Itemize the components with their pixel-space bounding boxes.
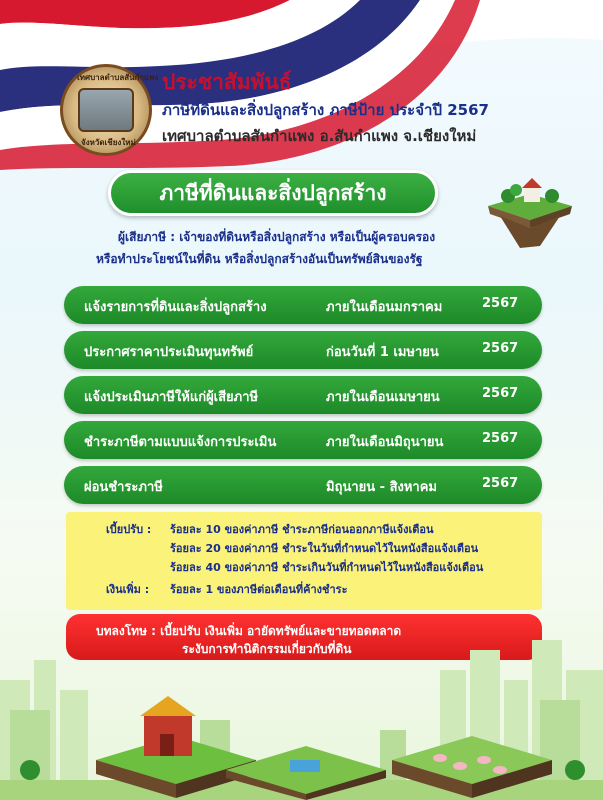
schedule-when: ภายในเดือนเมษายน: [326, 390, 440, 405]
page-title: ประชาสัมพันธ์: [162, 70, 292, 94]
taxpayer-definition-line2: หรือทำประโยชน์ในที่ดิน หรือสิ่งปลูกสร้างอันเป็นทรัพย์สินของรัฐ: [96, 252, 423, 266]
fine-label: เบี้ยปรับ :: [106, 523, 152, 536]
schedule-when: ภายในเดือนมิถุนายน: [326, 435, 444, 450]
seal-text-top: เทศบาลตำบลสันกำแพง: [77, 73, 159, 82]
schedule-task: แจ้งประเมินภาษีให้แก่ผู้เสียภาษี: [84, 390, 259, 405]
schedule-year: 2567: [482, 341, 519, 356]
schedule-when: มิถุนายน - สิงหาคม: [326, 480, 437, 495]
surcharge-text: ร้อยละ 1 ของภาษีต่อเดือนที่ค้างชำระ: [170, 583, 348, 596]
surcharge-label: เงินเพิ่ม :: [106, 583, 150, 596]
main-heading-pill: [108, 170, 438, 216]
schedule-year: 2567: [482, 476, 519, 491]
schedule-when: ภายในเดือนมกราคม: [326, 300, 443, 315]
fine-line: ร้อยละ 40 ของค่าภาษี ชำระเกินวันที่กำหนดไว้ในหนังสือแจ้งเตือน: [170, 561, 484, 574]
floating-island-icon: [480, 166, 578, 250]
schedule-year: 2567: [482, 431, 519, 446]
municipality-seal-logo: [60, 64, 159, 156]
main-heading: ภาษีที่ดินและสิ่งปลูกสร้าง: [159, 180, 387, 205]
punishment-line2: ระงับการทำนิติกรรมเกี่ยวกับที่ดิน: [182, 642, 352, 656]
seal-text-bottom: จังหวัดเชียงใหม่: [81, 138, 136, 147]
schedule-row: [64, 421, 542, 459]
schedule-row: [64, 286, 542, 324]
page-subtitle: ภาษีที่ดินและสิ่งปลูกสร้าง ภาษีป้าย ประจำปี 2567: [162, 101, 489, 119]
schedule-task: ผ่อนชำระภาษี: [84, 480, 163, 495]
schedule-task: แจ้งรายการที่ดินและสิ่งปลูกสร้าง: [84, 300, 267, 315]
fine-line: ร้อยละ 20 ของค่าภาษี ชำระในวันที่กำหนดไว้ในหนังสือแจ้งเตือน: [170, 542, 479, 555]
city-farm-illustration: [0, 620, 603, 800]
schedule-row: [64, 376, 542, 414]
schedule-when: ก่อนวันที่ 1 เมษายน: [326, 345, 439, 360]
schedule-task: ประกาศราคาประเมินทุนทรัพย์: [84, 345, 254, 360]
fine-line: ร้อยละ 10 ของค่าภาษี ชำระภาษีก่อนออกภาษีแจ้งเตือน: [170, 523, 434, 536]
penalties-box: [66, 512, 542, 610]
schedule-year: 2567: [482, 296, 519, 311]
schedule-task: ชำระภาษีตามแบบแจ้งการประเมิน: [84, 435, 277, 450]
schedule-row: [64, 331, 542, 369]
seal-emblem-icon: [78, 88, 134, 132]
taxpayer-definition-line1: ผู้เสียภาษี : เจ้าของที่ดินหรือสิ่งปลูกสร้าง หรือเป็นผู้ครอบครอง: [118, 230, 436, 244]
schedule-year: 2567: [482, 386, 519, 401]
punishment-line1: บทลงโทษ : เบี้ยปรับ เงินเพิ่ม อายัดทรัพย์และขายทอดตลาด: [96, 624, 402, 638]
schedule-row: [64, 466, 542, 504]
organization-name: เทศบาลตำบลสันกำแพง อ.สันกำแพง จ.เชียงใหม่: [162, 127, 477, 145]
